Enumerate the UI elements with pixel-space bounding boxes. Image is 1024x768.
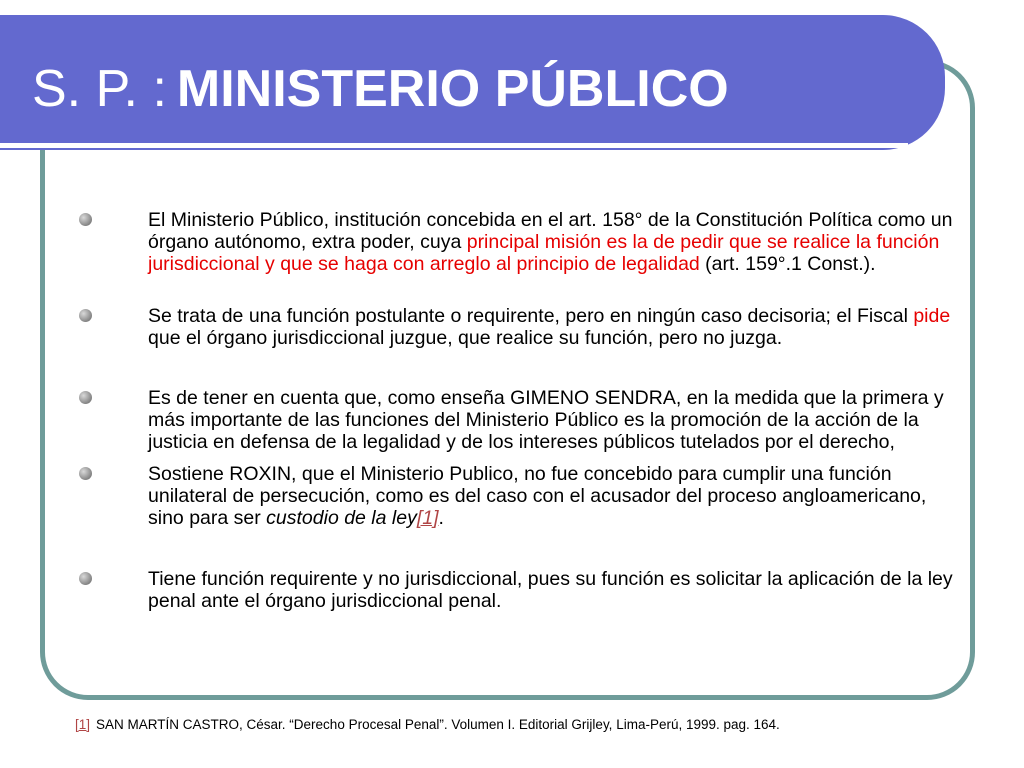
footnote-back-link[interactable]: [1]	[75, 717, 91, 732]
italic-text: custodio de la ley	[266, 507, 417, 529]
bullet-dot-icon	[79, 391, 92, 404]
bullet-item	[75, 463, 955, 529]
footnote-text: SAN MARTÍN CASTRO, César. “Derecho Procesal Penal”. Volumen I. Editorial Grijley, Lima-Perú, 1999. pag. 164.	[96, 717, 780, 732]
bullet-text: Es de tener en cuenta que, como enseña GIMENO SENDRA, en la medida que la primera y más importante de las funciones del Ministerio Público es la promoción de la acción de la justicia en defensa de la legalidad y de los intereses públicos tutelados por el derecho,	[148, 387, 944, 453]
title-underline	[0, 143, 908, 148]
bullet-text: Tiene función requirente y no jurisdiccional, pues su función es solicitar la aplicación de la ley penal ante el órgano jurisdiccional penal.	[148, 568, 953, 612]
bullet-dot-icon	[79, 213, 92, 226]
highlighted-text: pide	[913, 305, 951, 327]
title-prefix: S. P. :	[32, 60, 167, 118]
bullet-text: Se trata de una función postulante o requirente, pero en ningún caso decisoria; el Fiscal	[148, 305, 914, 327]
bullet-item	[75, 568, 955, 612]
bullet-dot-icon	[79, 467, 92, 480]
bullet-list	[75, 209, 955, 612]
bullet-text: El Ministerio Público, institución concebida en el art. 158° de la Constitución Política como un órgano autónomo, extra poder, cuya	[148, 209, 953, 253]
bullet-text: (art. 159°.1 Const.).	[699, 253, 876, 275]
slide-title	[32, 57, 729, 121]
title-main: MINISTERIO PÚBLICO	[176, 60, 729, 118]
footnote	[75, 717, 780, 732]
bullet-item	[75, 387, 955, 453]
bullet-dot-icon	[79, 572, 92, 585]
bullet-text: Sostiene ROXIN, que el Ministerio Publico, no fue concebido para cumplir una función unilateral de persecución, como es del caso con el acusador del proceso angloamericano, sino para ser	[148, 463, 927, 529]
footnote-reference-link[interactable]: [1]	[416, 507, 439, 529]
highlighted-text: principal misión es la de pedir que se realice la función jurisdiccional y que se haga con arreglo al principio de legalidad	[148, 231, 940, 275]
bullet-dot-icon	[79, 309, 92, 322]
bullet-text: que el órgano jurisdiccional juzgue, que realice su función, pero no juzga.	[148, 327, 783, 349]
bullet-text: .	[438, 507, 444, 529]
bullet-item	[75, 305, 955, 349]
title-band	[0, 15, 945, 150]
bullet-item	[75, 209, 955, 275]
